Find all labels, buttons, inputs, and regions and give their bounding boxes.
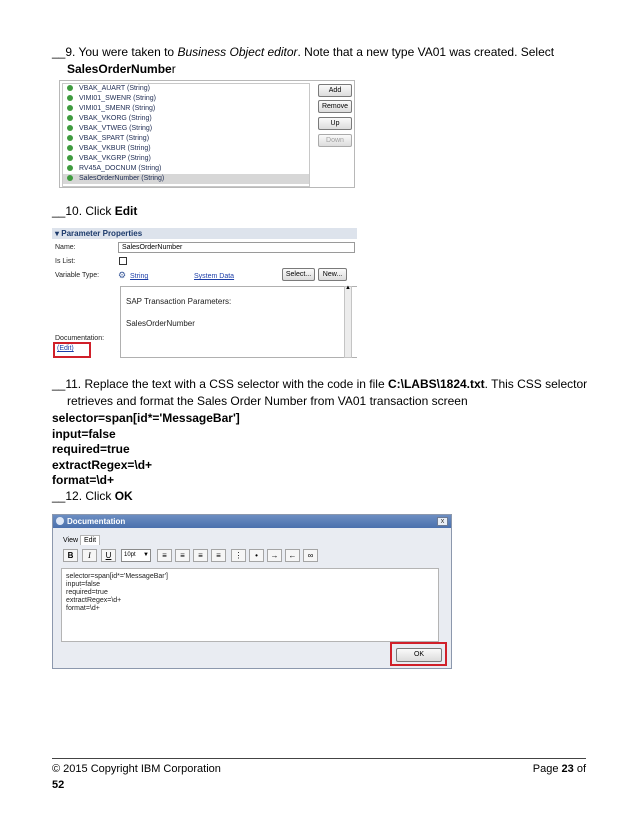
name-field[interactable]: SalesOrderNumber <box>118 242 355 253</box>
footer-copyright: © 2015 Copyright IBM Corporation <box>52 763 221 775</box>
scroll-up-icon: ▲ <box>345 285 351 291</box>
code-line: required=true <box>52 442 130 456</box>
header-label: Parameter Properties <box>61 229 143 238</box>
font-size-select[interactable] <box>121 549 151 562</box>
ok-highlight <box>390 642 447 666</box>
step-10-bold: Edit <box>114 204 138 218</box>
code-line: input=false <box>52 426 116 441</box>
list-item-label: SalesOrderNumber (String) <box>79 175 165 182</box>
edit-link[interactable]: (Edit) <box>57 345 74 352</box>
dialog-title: Documentation <box>67 517 126 526</box>
step-11-line-2: retrieves and format the Sales Order Number from VA01 transaction screen <box>67 394 468 408</box>
step-12-bold: OK <box>114 489 133 503</box>
numbered-list-icon[interactable]: ⋮ <box>231 549 246 562</box>
editor-line: required=true <box>66 589 108 596</box>
list-item[interactable] <box>63 154 309 164</box>
list-item-label: VIMI01_SWENR (String) <box>79 95 157 102</box>
step-9-italic: Business Object editor <box>177 45 298 59</box>
green-dot-icon <box>67 115 73 121</box>
doc-line-2: SalesOrderNumber <box>126 319 195 328</box>
code-line: format=\d+ <box>52 473 115 487</box>
parameter-properties-header: ▾ Parameter Properties <box>52 228 357 239</box>
list-item[interactable] <box>63 124 309 134</box>
dialog-title-bar <box>53 515 451 528</box>
list-item-label: VBAK_VTWEG (String) <box>79 125 153 132</box>
page-of: of <box>573 763 586 775</box>
green-dot-icon <box>67 135 73 141</box>
page-total: 52 <box>52 779 65 791</box>
page-number: 23 <box>561 763 574 775</box>
bold-button[interactable]: B <box>63 549 78 562</box>
documentation-preview <box>120 286 357 358</box>
step-12 <box>52 488 133 505</box>
editor-line: extractRegex=\d+ <box>66 597 122 604</box>
step-11 <box>52 376 587 410</box>
up-button[interactable]: Up <box>318 117 352 130</box>
green-dot-icon <box>67 125 73 131</box>
step-9-bold: SalesOrderNumbe <box>67 62 172 76</box>
list-item-label: VBAK_AUART (String) <box>79 85 150 92</box>
parameter-list <box>62 83 310 187</box>
code-block <box>52 411 240 489</box>
step-11-bold: C:\LABS\1824.txt <box>387 377 485 391</box>
list-item-label: RV45A_DOCNUM (String) <box>79 165 162 172</box>
indent-icon[interactable]: → <box>267 549 282 562</box>
list-item[interactable] <box>63 94 309 104</box>
code-line: extractRegex=\d+ <box>52 457 153 472</box>
is-list-checkbox[interactable] <box>119 257 127 265</box>
dialog-app-icon <box>56 517 64 525</box>
list-item-label: VBAK_SPART (String) <box>79 135 150 142</box>
outdent-icon[interactable]: ← <box>285 549 300 562</box>
type-icon: ⚙ <box>118 270 127 280</box>
chevron-down-icon: ▼ <box>143 552 149 558</box>
code-line: selector=span[id*='MessageBar'] <box>52 411 240 425</box>
step-12-prefix: __12. Click <box>52 489 115 503</box>
step-9-tail: r <box>171 62 176 76</box>
italic-button[interactable]: I <box>82 549 97 562</box>
edit-highlight <box>53 342 91 358</box>
step-9 <box>52 44 554 78</box>
justify-icon[interactable]: ≡ <box>211 549 226 562</box>
link-icon[interactable]: ∞ <box>303 549 318 562</box>
step-9-text-a: You were taken to <box>78 45 178 59</box>
string-link[interactable]: String <box>130 273 149 280</box>
green-dot-icon <box>67 145 73 151</box>
step-9-text-b: . Note that a new type VA01 was created. Select <box>297 45 555 59</box>
list-item[interactable] <box>63 164 309 174</box>
editor-line: format=\d+ <box>66 605 100 612</box>
step-10 <box>52 203 137 220</box>
editor-line: selector=span[id*='MessageBar'] <box>66 573 168 580</box>
list-item-label: VBAK_VKBUR (String) <box>79 145 151 152</box>
bullet-list-icon[interactable]: • <box>249 549 264 562</box>
align-center-icon[interactable]: ≡ <box>175 549 190 562</box>
green-dot-icon <box>67 95 73 101</box>
is-list-label: Is List: <box>55 258 76 265</box>
ok-button[interactable]: OK <box>396 648 442 662</box>
remove-button[interactable]: Remove <box>318 100 352 113</box>
list-item[interactable] <box>63 114 309 124</box>
list-item-label: VBAK_VKGRP (String) <box>79 155 151 162</box>
green-dot-icon <box>67 175 73 181</box>
parameter-list-screenshot <box>59 80 355 188</box>
list-item[interactable] <box>63 134 309 144</box>
footer-divider <box>52 758 586 759</box>
editor-line: input=false <box>66 581 101 588</box>
green-dot-icon <box>67 165 73 171</box>
green-dot-icon <box>67 155 73 161</box>
list-item[interactable] <box>63 84 309 94</box>
variable-type-label: Variable Type: <box>55 272 100 279</box>
select-button[interactable]: Select... <box>282 268 315 281</box>
step-11-prefix: __11. Replace the text with a CSS selector with the code in file <box>52 377 388 391</box>
documentation-label: Documentation: <box>55 335 105 342</box>
close-icon[interactable]: x <box>437 517 448 526</box>
list-item[interactable] <box>63 104 309 114</box>
step-10-prefix: __10. Click <box>52 204 115 218</box>
step-11-text-b: . This CSS selector <box>484 377 588 391</box>
page-prefix: Page <box>532 763 562 775</box>
doc-line-1: SAP Transaction Parameters: <box>126 297 232 306</box>
parameter-properties-screenshot <box>52 228 357 358</box>
align-right-icon[interactable]: ≡ <box>193 549 208 562</box>
name-label: Name: <box>55 244 76 251</box>
tab-edit[interactable]: Edit <box>80 535 100 545</box>
footer-page <box>533 763 586 775</box>
tab-view[interactable]: View <box>63 537 79 544</box>
align-left-icon[interactable]: ≡ <box>157 549 172 562</box>
documentation-editor[interactable] <box>61 568 439 642</box>
list-item-label: VBAK_VKORG (String) <box>79 115 152 122</box>
list-item[interactable] <box>63 144 309 154</box>
step-9-prefix: __9. <box>52 45 79 59</box>
green-dot-icon <box>67 105 73 111</box>
list-item-label: VIMI01_SMENR (String) <box>79 105 156 112</box>
list-item-selected[interactable] <box>63 174 309 184</box>
font-size-value: 10pt <box>124 552 136 558</box>
down-button[interactable]: Down <box>318 134 352 147</box>
system-data-link[interactable]: System Data <box>194 273 235 280</box>
underline-button[interactable]: U <box>101 549 116 562</box>
add-button[interactable]: Add <box>318 84 352 97</box>
green-dot-icon <box>67 85 73 91</box>
doc-scrollbar[interactable] <box>344 286 352 358</box>
new-button[interactable]: New... <box>318 268 347 281</box>
